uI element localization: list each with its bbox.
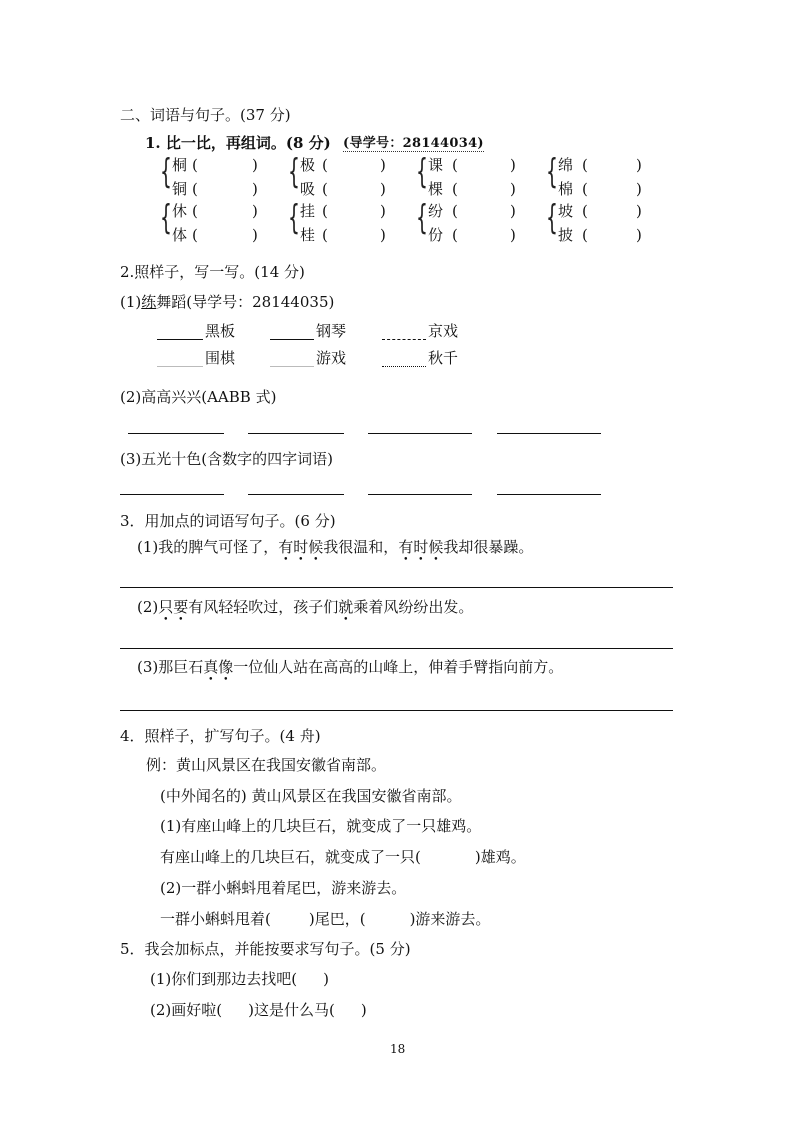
answer-paren-open: ( — [582, 226, 588, 244]
q4-example: 例：黄山风景区在我国安徽省南部。 — [146, 756, 387, 774]
q4-fill-text: 有座山峰上的几块巨石，就变成了一只( — [160, 848, 421, 866]
answer-paren-close: ) — [636, 156, 642, 174]
q2-sub1 — [120, 295, 334, 310]
answer-paren-close: ) — [252, 156, 258, 174]
group-char: 披 — [558, 226, 574, 244]
answer-paren-open: ( — [582, 180, 588, 198]
answer-paren-close: ) — [252, 202, 258, 220]
answer-paren-open: ( — [192, 202, 198, 220]
verb-blank[interactable] — [382, 339, 426, 340]
emphasis-char: 候 — [308, 538, 324, 556]
answer-paren-close: ) — [252, 226, 258, 244]
answer-line[interactable] — [128, 433, 224, 434]
group-char: 课 — [428, 156, 444, 174]
group-char: 坡 — [558, 202, 574, 220]
q3-s2-dotted-word — [338, 598, 353, 616]
group-char: 极 — [300, 156, 316, 174]
noun-label: 围棋 — [205, 349, 236, 367]
q5-text: (1)你们到那边去找吧( — [150, 970, 298, 988]
q1-ref-number: (导学号：28144034) — [343, 136, 484, 151]
verb-blank[interactable] — [157, 339, 203, 340]
noun-label: 游戏 — [316, 349, 347, 367]
group-char: 挂 — [300, 202, 316, 220]
brace-icon: { — [160, 152, 172, 192]
q2-title: 2.照样子，写一写。(14 分) — [120, 263, 305, 281]
section-heading: 二、词语与句子。(37 分) — [120, 106, 291, 124]
answer-paren-open: ( — [322, 226, 328, 244]
brace-icon: { — [416, 152, 428, 192]
q5-text: )这是什么马( — [248, 1001, 335, 1019]
answer-paren-open: ( — [452, 202, 458, 220]
answer-line[interactable] — [120, 710, 673, 711]
answer-paren-close: ) — [510, 202, 516, 220]
answer-paren-close: ) — [380, 156, 386, 174]
answer-line[interactable] — [368, 433, 472, 434]
q4-fill-2 — [160, 912, 490, 927]
group-char: 绵 — [558, 156, 574, 174]
answer-paren-close: ) — [510, 180, 516, 198]
verb-blank[interactable] — [157, 366, 203, 367]
q3-s2-text: (2) — [137, 598, 159, 616]
q4-fill-1 — [160, 850, 526, 865]
emphasis-char: 就 — [338, 598, 354, 616]
q4-title: 4．照样子，扩写句子。(4 舟) — [120, 727, 321, 745]
group-char: 吸 — [300, 180, 316, 198]
group-char: 纷 — [428, 202, 444, 220]
q4-fill-text: )游来游去。 — [409, 910, 491, 928]
answer-paren-open: ( — [452, 156, 458, 174]
q2-sub1-ref: (导学号：28144035) — [186, 293, 335, 311]
emphasis-char: 像 — [218, 658, 234, 676]
q3-title: 3．用加点的词语写句子。(6 分) — [120, 512, 336, 530]
answer-paren-open: ( — [322, 156, 328, 174]
q3-s2-dotted-word — [158, 598, 188, 616]
group-char: 桐 — [172, 156, 188, 174]
emphasis-char: 只 — [158, 598, 174, 616]
noun-label: 京戏 — [428, 322, 459, 340]
answer-paren-close: ) — [380, 202, 386, 220]
answer-line[interactable] — [248, 433, 344, 434]
answer-paren-close: ) — [252, 180, 258, 198]
emphasis-char: 时 — [413, 538, 429, 556]
emphasis-char: 时 — [293, 538, 309, 556]
q3-sentence-1 — [137, 540, 533, 555]
group-char: 棉 — [558, 180, 574, 198]
q5-title: 5．我会加标点，并能按要求写句子。(5 分) — [120, 940, 411, 958]
answer-paren-close: ) — [636, 202, 642, 220]
answer-line[interactable] — [497, 433, 601, 434]
group-char: 体 — [172, 226, 188, 244]
q4-sentence-1: (1)有座山峰上的几块巨石，就变成了一只雄鸡。 — [160, 817, 482, 835]
q2-sub2: (2)高高兴兴(AABB 式) — [120, 388, 277, 406]
brace-icon: { — [288, 198, 300, 238]
brace-icon: { — [288, 152, 300, 192]
answer-paren-open: ( — [452, 226, 458, 244]
verb-blank[interactable] — [270, 366, 314, 367]
emphasis-char: 要 — [173, 598, 189, 616]
q3-s2-text: 有风轻轻吹过，孩子们 — [188, 598, 339, 616]
q3-s3-text: 一位仙人站在高高的山峰上，伸着手臂指向前方。 — [233, 658, 564, 676]
answer-paren-open: ( — [582, 202, 588, 220]
q2-sub1-example-underlined: 练 — [141, 293, 157, 311]
q4-example-answer: (中外闻名的) 黄山风景区在我国安徽省南部。 — [160, 787, 462, 805]
emphasis-char: 有 — [278, 538, 294, 556]
verb-blank[interactable] — [382, 366, 426, 367]
group-char: 休 — [172, 202, 188, 220]
q3-s3-dotted-word — [203, 658, 233, 676]
q3-s1-text: (1)我的脾气可怪了， — [137, 538, 279, 556]
q2-sub1-example-rest: 舞蹈 — [156, 293, 187, 311]
answer-line[interactable] — [120, 587, 673, 588]
q3-s1-text: 我很温和， — [323, 538, 399, 556]
q4-fill-text: 一群小蝌蚪甩着( — [160, 910, 271, 928]
answer-paren-close: ) — [380, 180, 386, 198]
q5-text: (2)画好啦( — [150, 1001, 223, 1019]
emphasis-char: 有 — [398, 538, 414, 556]
q4-sentence-2: (2)一群小蝌蚪甩着尾巴，游来游去。 — [160, 879, 407, 897]
brace-icon: { — [546, 152, 558, 192]
q2-sub3: (3)五光十色(含数字的四字词语) — [120, 450, 333, 468]
group-char: 份 — [428, 226, 444, 244]
q5-text: ) — [360, 1001, 367, 1019]
noun-label: 秋千 — [428, 349, 459, 367]
q3-sentence-2 — [137, 600, 473, 615]
q3-s3-text: (3)那巨石 — [137, 658, 204, 676]
q1-title: 1. 比一比，再组词。(8 分) — [145, 134, 331, 152]
answer-paren-close: ) — [380, 226, 386, 244]
answer-paren-open: ( — [192, 156, 198, 174]
brace-icon: { — [546, 198, 558, 238]
page-number: 18 — [390, 1042, 406, 1056]
q3-s1-dotted-word — [278, 538, 323, 556]
q3-s1-text: 我却很暴躁。 — [443, 538, 534, 556]
answer-line[interactable] — [120, 648, 673, 649]
emphasis-char: 真 — [203, 658, 219, 676]
answer-line[interactable] — [497, 494, 601, 495]
q5-sentence-1 — [150, 972, 329, 987]
noun-label: 钢琴 — [316, 322, 347, 340]
answer-line[interactable] — [248, 494, 344, 495]
answer-line[interactable] — [368, 494, 472, 495]
verb-blank[interactable] — [270, 339, 314, 340]
answer-paren-open: ( — [582, 156, 588, 174]
q3-s2-text: 乘着风纷纷出发。 — [353, 598, 474, 616]
q3-sentence-3 — [137, 660, 563, 675]
answer-paren-open: ( — [322, 202, 328, 220]
answer-paren-close: ) — [636, 180, 642, 198]
group-char: 棵 — [428, 180, 444, 198]
answer-paren-close: ) — [636, 226, 642, 244]
emphasis-char: 候 — [428, 538, 444, 556]
answer-paren-open: ( — [322, 180, 328, 198]
answer-paren-close: ) — [510, 226, 516, 244]
q5-sentence-2 — [150, 1003, 367, 1018]
q2-sub1-label: (1) — [120, 293, 142, 311]
answer-line[interactable] — [120, 494, 224, 495]
answer-paren-close: ) — [510, 156, 516, 174]
answer-paren-open: ( — [452, 180, 458, 198]
q5-text: ) — [323, 970, 329, 988]
group-char: 铜 — [172, 180, 188, 198]
answer-paren-open: ( — [192, 180, 198, 198]
q4-fill-text: )尾巴，( — [308, 910, 366, 928]
q3-s1-dotted-word — [398, 538, 443, 556]
group-char: 桂 — [300, 226, 316, 244]
brace-icon: { — [160, 198, 172, 238]
noun-label: 黑板 — [205, 322, 236, 340]
q4-fill-text: )雄鸡。 — [474, 848, 526, 866]
answer-paren-open: ( — [192, 226, 198, 244]
brace-icon: { — [416, 198, 428, 238]
